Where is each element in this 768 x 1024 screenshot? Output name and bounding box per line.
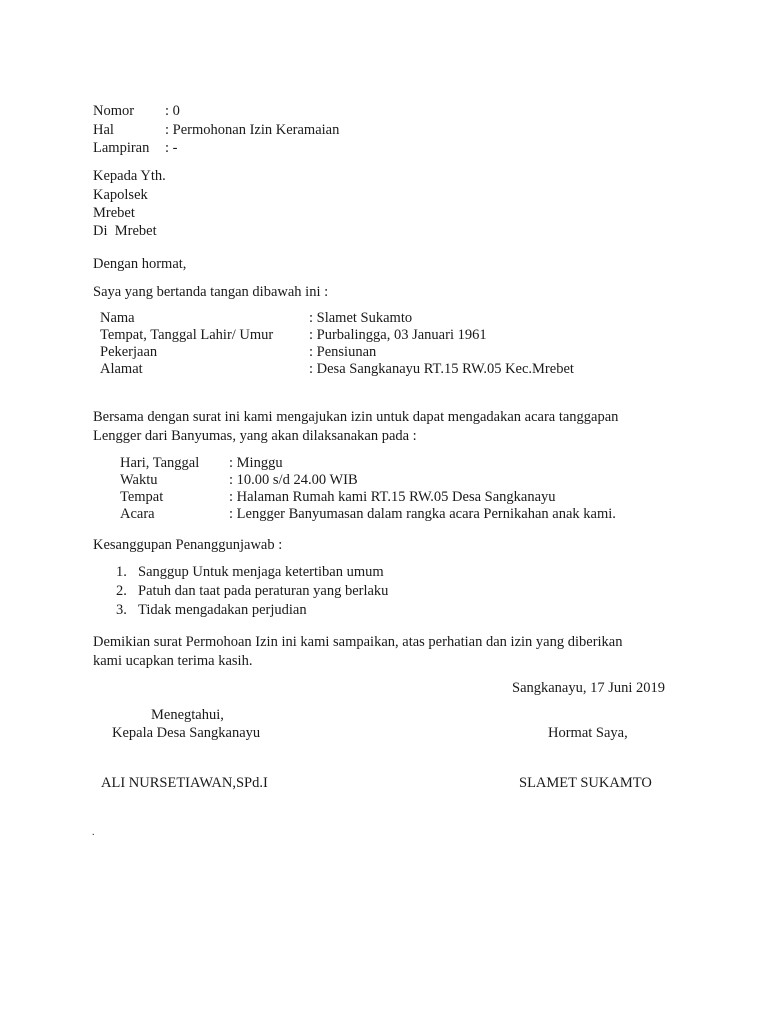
commitment-number: 1. [116, 564, 127, 580]
right-signatory-name: SLAMET SUKAMTO [519, 775, 652, 791]
commitment-text: Tidak mengadakan perjudian [138, 602, 307, 618]
body-text-line: Bersama dengan surat ini kami mengajukan izin untuk dapat mengadakan acara tanggapan [93, 409, 619, 425]
event-label: Waktu [120, 472, 158, 488]
left-sign-title: Menegtahui, [151, 707, 224, 723]
commitment-title: Kesanggupan Penanggunjawab : [93, 537, 283, 553]
header-lampiran-label: Lampiran [93, 140, 150, 156]
event-label: Acara [120, 506, 155, 522]
recipient-line: Kapolsek [93, 187, 148, 203]
recipient-line: Di Mrebet [93, 223, 157, 239]
event-value: : Minggu [229, 455, 283, 471]
commitment-number: 2. [116, 583, 127, 599]
event-label: Tempat [120, 489, 164, 505]
commitment-text: Sanggup Untuk menjaga ketertiban umum [138, 564, 384, 580]
footer-mark: . [92, 827, 95, 838]
event-value: : 10.00 s/d 24.00 WIB [229, 472, 358, 488]
commitment-number: 3. [116, 602, 127, 618]
identity-label: Pekerjaan [100, 344, 158, 360]
body-text-line: Lengger dari Banyumas, yang akan dilaksanakan pada : [93, 428, 417, 444]
header-hal-label: Hal [93, 122, 114, 138]
left-signatory-name: ALI NURSETIAWAN,SPd.I [101, 775, 268, 791]
intro-text: Saya yang bertanda tangan dibawah ini : [93, 284, 329, 300]
header-hal-value: : Permohonan Izin Keramaian [165, 122, 340, 138]
identity-label: Tempat, Tanggal Lahir/ Umur [100, 327, 274, 343]
recipient-line: Kepada Yth. [93, 168, 166, 184]
identity-value: : Slamet Sukamto [309, 310, 413, 326]
left-sign-position: Kepala Desa Sangkanayu [112, 725, 261, 741]
closing-line: Demikian surat Permohoan Izin ini kami sampaikan, atas perhatian dan izin yang diberikan [93, 634, 623, 650]
event-value: : Lengger Banyumasan dalam rangka acara Pernikahan anak kami. [229, 506, 616, 522]
identity-label: Alamat [100, 361, 143, 377]
identity-label: Nama [100, 310, 135, 326]
commitment-text: Patuh dan taat pada peraturan yang berlaku [138, 583, 389, 599]
recipient-line: Mrebet [93, 205, 135, 221]
identity-value: : Purbalingga, 03 Januari 1961 [309, 327, 487, 343]
header-nomor-label: Nomor [93, 103, 135, 119]
event-label: Hari, Tanggal [120, 455, 200, 471]
closing-line: kami ucapkan terima kasih. [93, 653, 253, 669]
identity-value: : Pensiunan [309, 344, 377, 360]
place-date: Sangkanayu, 17 Juni 2019 [512, 680, 666, 696]
identity-value: : Desa Sangkanayu RT.15 RW.05 Kec.Mrebet [309, 361, 574, 377]
event-value: : Halaman Rumah kami RT.15 RW.05 Desa Sangkanayu [229, 489, 556, 505]
greeting: Dengan hormat, [93, 256, 187, 272]
header-lampiran-value: : - [165, 140, 178, 156]
right-sign-title: Hormat Saya, [548, 725, 628, 741]
header-nomor-value: : 0 [165, 103, 180, 119]
